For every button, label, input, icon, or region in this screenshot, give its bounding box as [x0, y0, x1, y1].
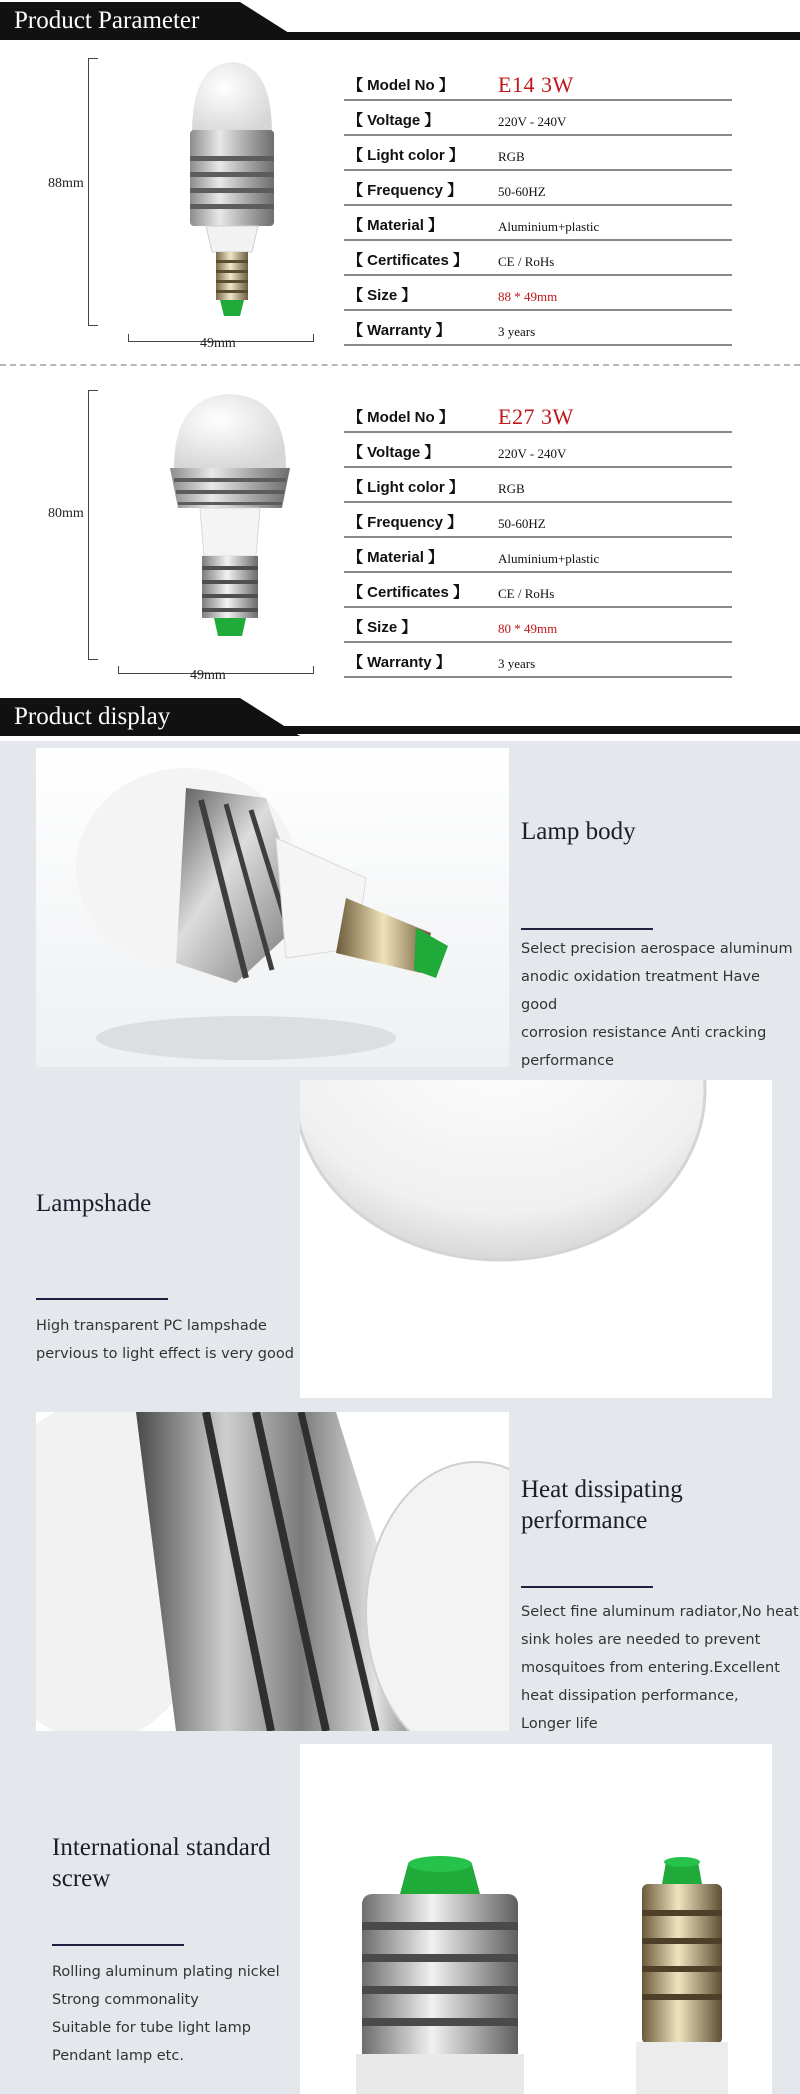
- dashed-divider: [0, 364, 800, 366]
- heat-dissipating-photo: [36, 1412, 509, 1731]
- spec-row-material: [344, 206, 732, 241]
- feature-title-line: screw: [52, 1865, 111, 1892]
- feature-divider: [52, 1944, 184, 1946]
- feature-title-line: Heat dissipating: [521, 1476, 683, 1503]
- spec-row-material: [344, 538, 732, 573]
- feature-title-line: International standard: [52, 1834, 271, 1861]
- bulb-e27-illustration: [48, 376, 320, 683]
- parameter-section-header: [0, 2, 800, 42]
- feature-line: Suitable for tube light lamp: [52, 2020, 251, 2036]
- e14-bulb-icon: [120, 44, 320, 344]
- spec-value-model: E27 3W: [498, 404, 574, 429]
- spec-row-size: [344, 276, 732, 311]
- spec-key: 【 Light color 】: [348, 147, 464, 164]
- spec-key: 【 Certificates 】: [348, 252, 469, 269]
- spec-value: Aluminium+plastic: [498, 219, 600, 234]
- height-label: 80mm: [48, 506, 84, 521]
- spec-row-certificates: [344, 573, 732, 608]
- spec-key: 【 Model No 】: [348, 409, 454, 426]
- feature-title-heat: [521, 1474, 683, 1536]
- spec-key: 【 Warranty 】: [348, 322, 451, 339]
- feature-description-heat: [521, 1598, 799, 1738]
- spec-value: 3 years: [498, 324, 536, 339]
- feature-line: Pendant lamp etc.: [52, 2048, 184, 2064]
- spec-table-e14: [344, 66, 732, 346]
- feature-line: Select fine aluminum radiator,No heat: [521, 1604, 799, 1620]
- spec-row-warranty: [344, 311, 732, 346]
- spec-key: 【 Voltage 】: [348, 112, 440, 129]
- lamp-body-image-icon: [36, 748, 509, 1067]
- e27-bulb-icon: [110, 376, 310, 676]
- feature-line: performance: [521, 1053, 614, 1069]
- spec-key: 【 Size 】: [348, 619, 417, 636]
- spec-row-size: [344, 608, 732, 643]
- lampshade-photo: [300, 1080, 772, 1398]
- feature-line: corrosion resistance Anti cracking: [521, 1025, 767, 1041]
- parameter-section-title: Product Parameter: [14, 7, 200, 34]
- spec-key: 【 Voltage 】: [348, 444, 440, 461]
- spec-value: RGB: [498, 149, 525, 164]
- feature-line: mosquitoes from entering.Excellent: [521, 1660, 780, 1676]
- feature-divider: [36, 1298, 168, 1300]
- spec-row-frequency: [344, 171, 732, 206]
- feature-line: Rolling aluminum plating nickel: [52, 1964, 280, 1980]
- spec-row-voltage: [344, 433, 732, 468]
- spec-value: CE / RoHs: [498, 586, 555, 601]
- height-label: 88mm: [48, 176, 84, 191]
- spec-key: 【 Light color 】: [348, 479, 464, 496]
- feature-line: High transparent PC lampshade: [36, 1318, 267, 1334]
- spec-table-e27: [344, 398, 732, 678]
- spec-key: 【 Frequency 】: [348, 514, 463, 531]
- feature-line: pervious to light effect is very good: [36, 1346, 294, 1362]
- display-section-title: Product display: [14, 703, 171, 730]
- feature-description-screw: [52, 1958, 280, 2070]
- spec-value: Aluminium+plastic: [498, 551, 600, 566]
- feature-title-screw: [52, 1832, 271, 1894]
- spec-row-certificates: [344, 241, 732, 276]
- display-section-header: [0, 698, 800, 738]
- spec-row-model: [344, 398, 732, 433]
- feature-line: sink holes are needed to prevent: [521, 1632, 761, 1648]
- feature-line: heat dissipation performance,: [521, 1688, 739, 1704]
- lamp-body-photo: [36, 748, 509, 1067]
- spec-row-model: [344, 66, 732, 101]
- spec-key: 【 Material 】: [348, 549, 444, 566]
- screw-base-photo: [300, 1744, 772, 2094]
- spec-value: 220V - 240V: [498, 114, 567, 129]
- spec-key: 【 Size 】: [348, 287, 417, 304]
- heat-sink-image-icon: [36, 1412, 509, 1731]
- feature-divider: [521, 1586, 653, 1588]
- width-label: 49mm: [190, 668, 226, 683]
- spec-row-warranty: [344, 643, 732, 678]
- spec-row-frequency: [344, 503, 732, 538]
- width-label: 49mm: [200, 336, 236, 351]
- spec-value: 220V - 240V: [498, 446, 567, 461]
- lampshade-image-icon: [300, 1080, 772, 1398]
- spec-row-voltage: [344, 101, 732, 136]
- spec-key: 【 Certificates 】: [348, 584, 469, 601]
- feature-description-lamp-body: [521, 935, 800, 1075]
- spec-value-model: E14 3W: [498, 72, 574, 97]
- feature-title-lampshade: Lampshade: [36, 1190, 152, 1217]
- spec-key: 【 Frequency 】: [348, 182, 463, 199]
- feature-divider: [521, 928, 653, 930]
- feature-line: Longer life: [521, 1716, 598, 1732]
- product-e27-block: [0, 376, 800, 686]
- spec-value: CE / RoHs: [498, 254, 555, 269]
- spec-value-size: 88 * 49mm: [498, 289, 558, 304]
- spec-value: 50-60HZ: [498, 184, 546, 199]
- feature-line: anodic oxidation treatment Have good: [521, 969, 760, 1013]
- spec-value: RGB: [498, 481, 525, 496]
- bulb-e14-illustration: [48, 44, 320, 351]
- spec-value: 3 years: [498, 656, 536, 671]
- screw-bases-image-icon: [300, 1744, 772, 2094]
- spec-value: 50-60HZ: [498, 516, 546, 531]
- feature-title-line: performance: [521, 1507, 648, 1534]
- product-e14-block: [0, 44, 800, 354]
- feature-line: Strong commonality: [52, 1992, 199, 2008]
- feature-description-lampshade: [36, 1312, 294, 1368]
- feature-title-lamp-body: Lamp body: [521, 818, 636, 845]
- feature-line: Select precision aerospace aluminum: [521, 941, 793, 957]
- spec-row-light-color: [344, 468, 732, 503]
- spec-key: 【 Model No 】: [348, 77, 454, 94]
- spec-key: 【 Warranty 】: [348, 654, 451, 671]
- spec-row-light-color: [344, 136, 732, 171]
- spec-key: 【 Material 】: [348, 217, 444, 234]
- spec-value-size: 80 * 49mm: [498, 621, 558, 636]
